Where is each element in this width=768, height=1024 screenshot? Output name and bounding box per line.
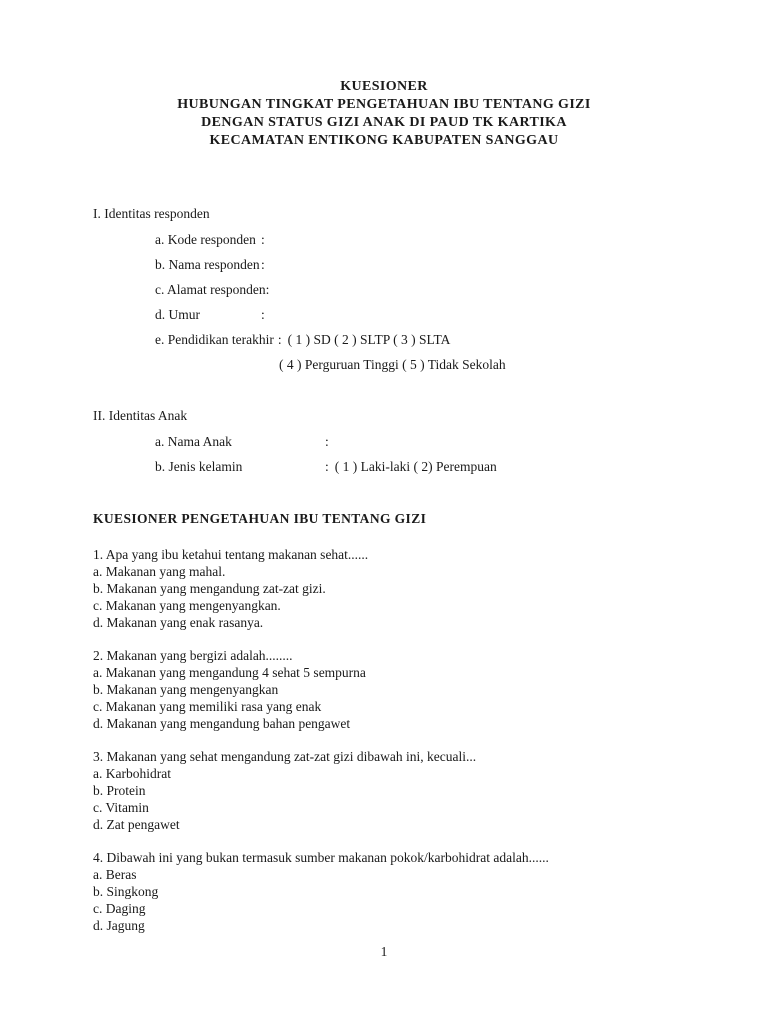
form-field-row xyxy=(155,232,506,257)
option-list xyxy=(93,866,733,934)
field-value: ( 1 ) SD ( 2 ) SLTP ( 3 ) SLTA xyxy=(287,332,451,347)
form-field-row xyxy=(155,459,497,484)
title-line: DENGAN STATUS GIZI ANAK DI PAUD TK KARTIKA xyxy=(201,115,567,130)
option-item: b. Singkong xyxy=(93,884,159,899)
section-identitas-anak xyxy=(93,407,497,484)
question-text: 2. Makanan yang bergizi adalah........ xyxy=(93,648,293,663)
form-field-row xyxy=(155,434,497,459)
section-identitas-responden xyxy=(93,205,506,382)
field-label: e. Pendidikan terakhir xyxy=(155,332,274,347)
field-label: c. Alamat responden xyxy=(155,282,266,297)
question-text: 1. Apa yang ibu ketahui tentang makanan sehat...... xyxy=(93,547,369,562)
question-block xyxy=(93,546,733,631)
option-item: d. Zat pengawet xyxy=(93,817,180,832)
field-label: d. Umur xyxy=(155,307,200,322)
option-item: b. Protein xyxy=(93,783,146,798)
option-item: b. Makanan yang mengenyangkan xyxy=(93,682,279,697)
document-title xyxy=(0,78,768,150)
question-list xyxy=(93,546,733,950)
option-item: b. Makanan yang mengandung zat-zat gizi. xyxy=(93,581,326,596)
field-list xyxy=(155,434,497,484)
field-label: b. Nama responden xyxy=(155,257,260,272)
form-field-row xyxy=(155,257,506,282)
option-item: c. Daging xyxy=(93,901,146,916)
question-block xyxy=(93,849,733,934)
field-colon: : xyxy=(261,257,265,272)
option-item: c. Makanan yang mengenyangkan. xyxy=(93,598,281,613)
field-colon: : xyxy=(261,232,265,247)
option-item: a. Beras xyxy=(93,867,137,882)
field-label: a. Nama Anak xyxy=(155,434,232,449)
question-text: 3. Makanan yang sehat mengandung zat-zat gizi dibawah ini, kecuali... xyxy=(93,749,477,764)
field-colon: : xyxy=(325,459,329,474)
title-line: HUBUNGAN TINGKAT PENGETAHUAN IBU TENTANG GIZI xyxy=(177,97,591,112)
field-colon: : xyxy=(277,332,282,347)
field-colon: : xyxy=(265,282,270,297)
question-block xyxy=(93,647,733,732)
option-item: d. Jagung xyxy=(93,918,145,933)
field-value: ( 1 ) Laki-laki ( 2) Perempuan xyxy=(334,459,497,474)
field-colon: : xyxy=(325,434,329,449)
form-field-row xyxy=(155,282,506,307)
option-item: a. Makanan yang mahal. xyxy=(93,564,226,579)
questionnaire-heading: KUESIONER PENGETAHUAN IBU TENTANG GIZI xyxy=(93,511,427,526)
form-field-row xyxy=(155,332,506,357)
form-field-row xyxy=(155,307,506,332)
option-list xyxy=(93,664,733,732)
field-colon: : xyxy=(261,307,265,322)
option-item: a. Makanan yang mengandung 4 sehat 5 sempurna xyxy=(93,665,366,680)
field-label: b. Jenis kelamin xyxy=(155,459,243,474)
field-label: a. Kode responden xyxy=(155,232,256,247)
question-block xyxy=(93,748,733,833)
title-line: KUESIONER xyxy=(340,79,428,94)
option-list xyxy=(93,765,733,833)
option-item: c. Vitamin xyxy=(93,800,149,815)
section-heading: I. Identitas responden xyxy=(93,206,210,221)
field-value-continuation: ( 4 ) Perguruan Tinggi ( 5 ) Tidak Sekolah xyxy=(279,357,506,372)
section-heading: II. Identitas Anak xyxy=(93,408,188,423)
option-item: d. Makanan yang mengandung bahan pengawet xyxy=(93,716,351,731)
option-item: c. Makanan yang memiliki rasa yang enak xyxy=(93,699,322,714)
option-list xyxy=(93,563,733,631)
option-item: a. Karbohidrat xyxy=(93,766,171,781)
title-line: KECAMATAN ENTIKONG KABUPATEN SANGGAU xyxy=(209,133,559,148)
page-number: 1 xyxy=(380,944,388,959)
question-text: 4. Dibawah ini yang bukan termasuk sumber makanan pokok/karbohidrat adalah...... xyxy=(93,850,549,865)
field-list xyxy=(155,232,506,382)
option-item: d. Makanan yang enak rasanya. xyxy=(93,615,264,630)
